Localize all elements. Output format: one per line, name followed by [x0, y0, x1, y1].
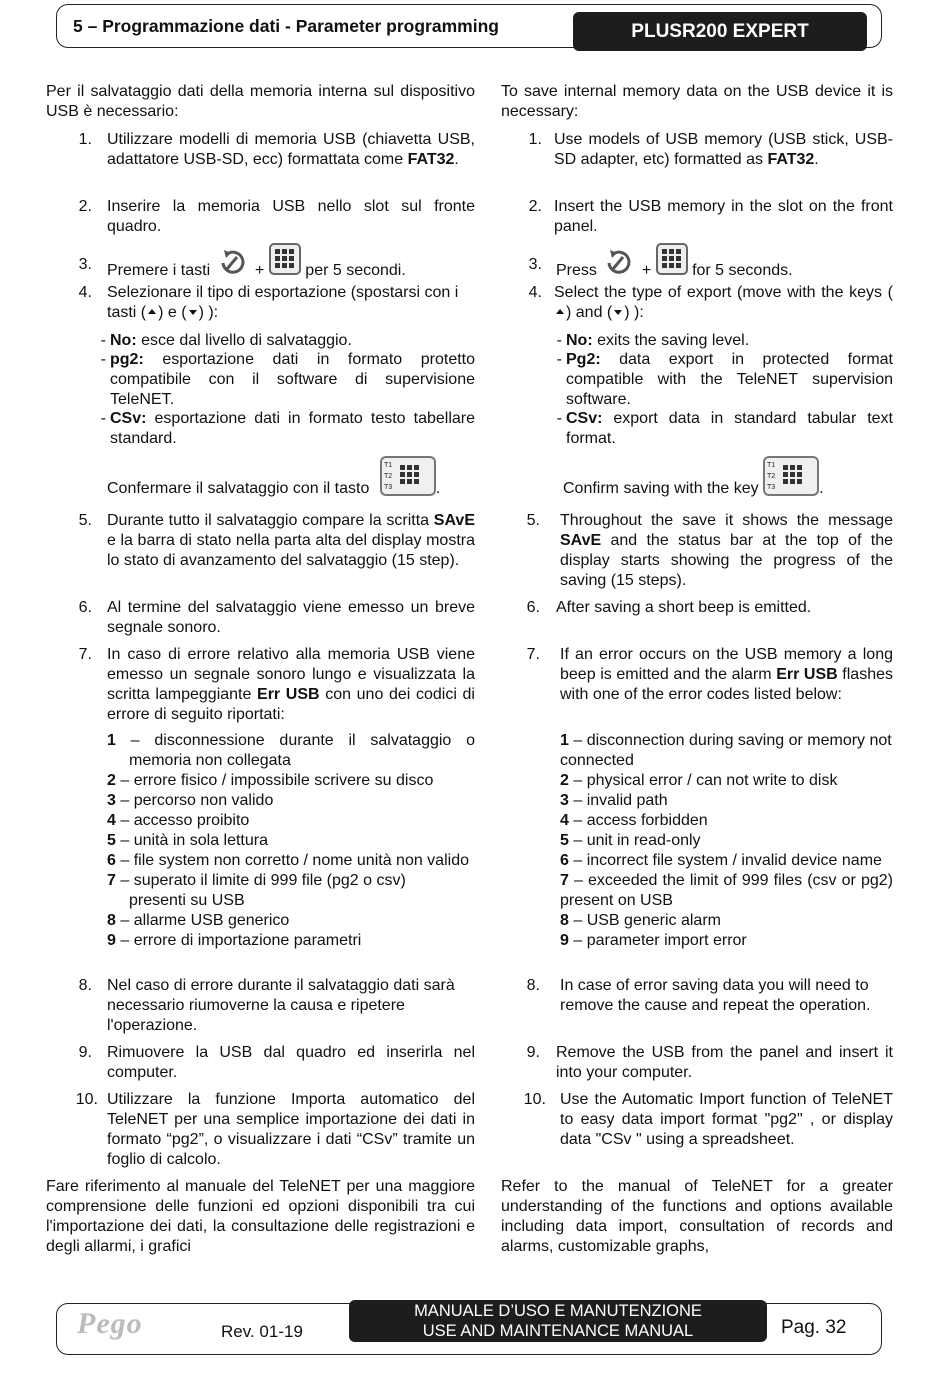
- it-step-9: Rimuovere la USB dal quadro ed inserirla nel computer.: [107, 1044, 475, 1081]
- it-error-item: 8 – allarme USB generico: [107, 912, 290, 929]
- en-error-item: 1 – disconnection during saving or memory not connected: [560, 732, 892, 769]
- svg-text:T2: T2: [767, 473, 776, 480]
- it-step-number: 3.: [78, 256, 92, 273]
- en-step-3: Press + for 5 seconds.: [556, 242, 895, 274]
- arrow-down-icon: [189, 310, 197, 315]
- arrow-up-icon: [148, 309, 156, 314]
- arrow-up-icon: [556, 309, 564, 314]
- it-step-number: 5.: [78, 512, 92, 529]
- it-step-number: 1.: [78, 131, 92, 148]
- option-dash: -: [556, 410, 562, 427]
- en-step-number: 8.: [526, 977, 540, 994]
- en-option-no: No: exits the saving level.: [566, 332, 750, 349]
- it-outro: Fare riferimento al manuale del TeleNET per una maggiore comprensione delle funzioni ed opzioni disponibili tra cui l'importazione dei dati, la consultazione delle registrazioni e degli allarmi, i grafici: [46, 1178, 475, 1255]
- section-title: 5 – Programmazione dati - Parameter programming: [73, 16, 499, 36]
- it-option-no: No: esce dal livello di salvataggio.: [110, 332, 352, 349]
- it-error-item: 5 – unità in sola lettura: [107, 832, 268, 849]
- it-option-csv: CSv: esportazione dati in formato testo tabellare standard.: [110, 410, 475, 447]
- it-step-2: Inserire la memoria USB nello slot sul fronte quadro.: [107, 198, 475, 235]
- it-error-item: 2 – errore fisico / impossibile scrivere su disco: [107, 772, 434, 789]
- svg-text:T1: T1: [383, 462, 392, 469]
- en-error-item: 9 – parameter import error: [560, 932, 747, 949]
- it-option-pg2: pg2: esportazione dati in formato protetto compatibile con il software di supervisione TeleNET.: [110, 351, 475, 408]
- grid-key-icon: [269, 243, 301, 275]
- t1t2t3-key-icon: [380, 456, 436, 496]
- en-error-item: 8 – USB generic alarm: [560, 912, 721, 929]
- en-intro: To save internal memory data on the USB device it is necessary:: [501, 83, 893, 120]
- svg-text:T3: T3: [767, 484, 776, 491]
- en-step-number: 9.: [526, 1044, 540, 1061]
- it-error-item: 9 – errore di importazione parametri: [107, 932, 362, 949]
- en-step-number: 1.: [528, 131, 542, 148]
- it-error-item: 4 – accesso proibito: [107, 812, 250, 829]
- manual-title-en: USE AND MAINTENANCE MANUAL: [422, 1322, 694, 1340]
- option-dash: -: [100, 332, 106, 349]
- svg-text:T2: T2: [383, 473, 392, 480]
- en-step-4: Select the type of export (move with the keys () and ( ) ):: [554, 284, 893, 321]
- en-outro: Refer to the manual of TeleNET for a greater understanding of the functions and options available including data import, consultation of records and alarms, customizable graphs,: [501, 1178, 893, 1255]
- it-step-5: Durante tutto il salvataggio compare la scritta SAvE e la barra di stato nella parta alta del display mostra lo stato di avanzamento del salvataggio (15 step).: [107, 512, 475, 569]
- en-step-8: In case of error saving data you will need to remove the cause and repeat the operation.: [560, 977, 871, 1014]
- reset-key-icon: [601, 247, 637, 277]
- en-step-number: 3.: [528, 256, 542, 273]
- it-step-4: Selezionare il tipo di esportazione (spostarsi con i tasti ( ) e ( ) ):: [107, 284, 459, 321]
- it-step-number: 6.: [78, 599, 92, 616]
- en-step-9: Remove the USB from the panel and insert it into your computer.: [556, 1044, 893, 1081]
- it-error-item: 3 – percorso non valido: [107, 792, 274, 809]
- it-step-number: 8.: [78, 977, 92, 994]
- en-step-1: Use models of USB memory (USB stick, USB-SD adapter, etc) formatted as FAT32.: [554, 131, 893, 168]
- en-error-item: 7 – exceeded the limit of 999 files (csv or pg2) present on USB: [560, 872, 893, 909]
- it-step-3: Premere i tasti + per 5 secondi.: [107, 242, 475, 274]
- it-error-item: 1 – disconnessione durante il salvataggio o memoria non collegata: [107, 732, 475, 769]
- it-confirm: Confermare il salvataggio con il tasto T1 T2 T3 .: [107, 456, 475, 496]
- it-step-number: 10.: [75, 1091, 98, 1108]
- en-step-2: Insert the USB memory in the slot on the front panel.: [554, 198, 893, 235]
- en-option-pg2: Pg2: data export in protected format compatible with the TeleNET supervision software.: [566, 351, 893, 408]
- it-step-number: 9.: [78, 1044, 92, 1061]
- en-step-5: Throughout the save it shows the message SAvE and the status bar at the top of the display starts showing the progress of the saving (15 steps).: [560, 512, 893, 589]
- en-error-item: 3 – invalid path: [560, 792, 668, 809]
- it-error-item: 6 – file system non corretto / nome unità non valido: [107, 852, 469, 869]
- grid-key-icon: [656, 243, 688, 275]
- en-confirm: Confirm saving with the key T1 T2 T3 .: [563, 456, 893, 496]
- en-error-item: 2 – physical error / can not write to disk: [560, 772, 838, 789]
- t1t2t3-key-icon: [763, 456, 819, 496]
- en-error-item: 5 – unit in read-only: [560, 832, 701, 849]
- it-step-1: Utilizzare modelli di memoria USB (chiavetta USB, adattatore USB-SD, ecc) formattata come FAT32.: [107, 131, 475, 168]
- page-footer: [56, 1303, 882, 1355]
- it-error-item: 7 – superato il limite di 999 file (pg2 o csv) presenti su USB: [107, 872, 406, 909]
- option-dash: -: [100, 410, 106, 427]
- en-error-list: [560, 731, 893, 951]
- it-step-10: Utilizzare la funzione Importa automatico del TeleNET per una semplice importazione dei dati in formato “pg2”, o visualizzare i dati “CSv” tramite un foglio di calcolo.: [107, 1091, 475, 1168]
- en-error-item: 4 – access forbidden: [560, 812, 708, 829]
- en-step-6: After saving a short beep is emitted.: [556, 599, 812, 616]
- page-number: Pag. 32: [781, 1317, 847, 1338]
- svg-text:T3: T3: [383, 484, 392, 491]
- en-error-item: 6 – incorrect file system / invalid device name: [560, 852, 882, 869]
- en-step-number: 4.: [528, 284, 542, 301]
- it-step-8: Nel caso di errore durante il salvataggio dati sarà necessario riumoverne la causa e ripetere l'operazione.: [107, 977, 455, 1034]
- manual-title-box: [349, 1300, 767, 1342]
- en-step-10: Use the Automatic Import function of TeleNET to easy data import format "pg2" , or display data "CSv " using a spreadsheet.: [560, 1091, 893, 1148]
- it-step-number: 4.: [78, 284, 92, 301]
- it-step-number: 7.: [78, 646, 92, 663]
- it-intro: Per il salvataggio dati della memoria interna sul dispositivo USB è necessario:: [46, 83, 475, 120]
- option-dash: -: [556, 332, 562, 349]
- svg-text:T1: T1: [767, 462, 776, 469]
- en-step-number: 10.: [523, 1091, 546, 1108]
- manual-title-it: MANUALE D’USO E MANUTENZIONE: [414, 1302, 702, 1320]
- option-dash: -: [556, 351, 562, 368]
- option-dash: -: [100, 351, 106, 368]
- en-step-number: 2.: [528, 198, 542, 215]
- it-error-list: [107, 731, 475, 951]
- it-step-7: In caso di errore relativo alla memoria USB viene emesso un segnale sonoro lungo e visualizzata la scritta lampeggiante Err USB con uno dei codici di errore di seguito riportati:: [107, 646, 475, 723]
- en-step-number: 6.: [526, 599, 540, 616]
- product-badge: PLUSR200 EXPERT: [573, 12, 867, 51]
- arrow-down-icon: [614, 310, 622, 315]
- en-step-number: 5.: [526, 512, 540, 529]
- pego-logo: Pego: [77, 1307, 143, 1340]
- it-step-6: Al termine del salvataggio viene emesso un breve segnale sonoro.: [107, 599, 475, 636]
- en-option-csv: CSv: export data in standard tabular text format.: [566, 410, 893, 447]
- revision-label: Rev. 01-19: [221, 1322, 303, 1341]
- en-step-number: 7.: [526, 646, 540, 663]
- it-step-number: 2.: [78, 198, 92, 215]
- reset-key-icon: [215, 247, 251, 277]
- en-step-7: If an error occurs on the USB memory a long beep is emitted and the alarm Err USB flashes with one of the error codes listed below:: [560, 646, 894, 703]
